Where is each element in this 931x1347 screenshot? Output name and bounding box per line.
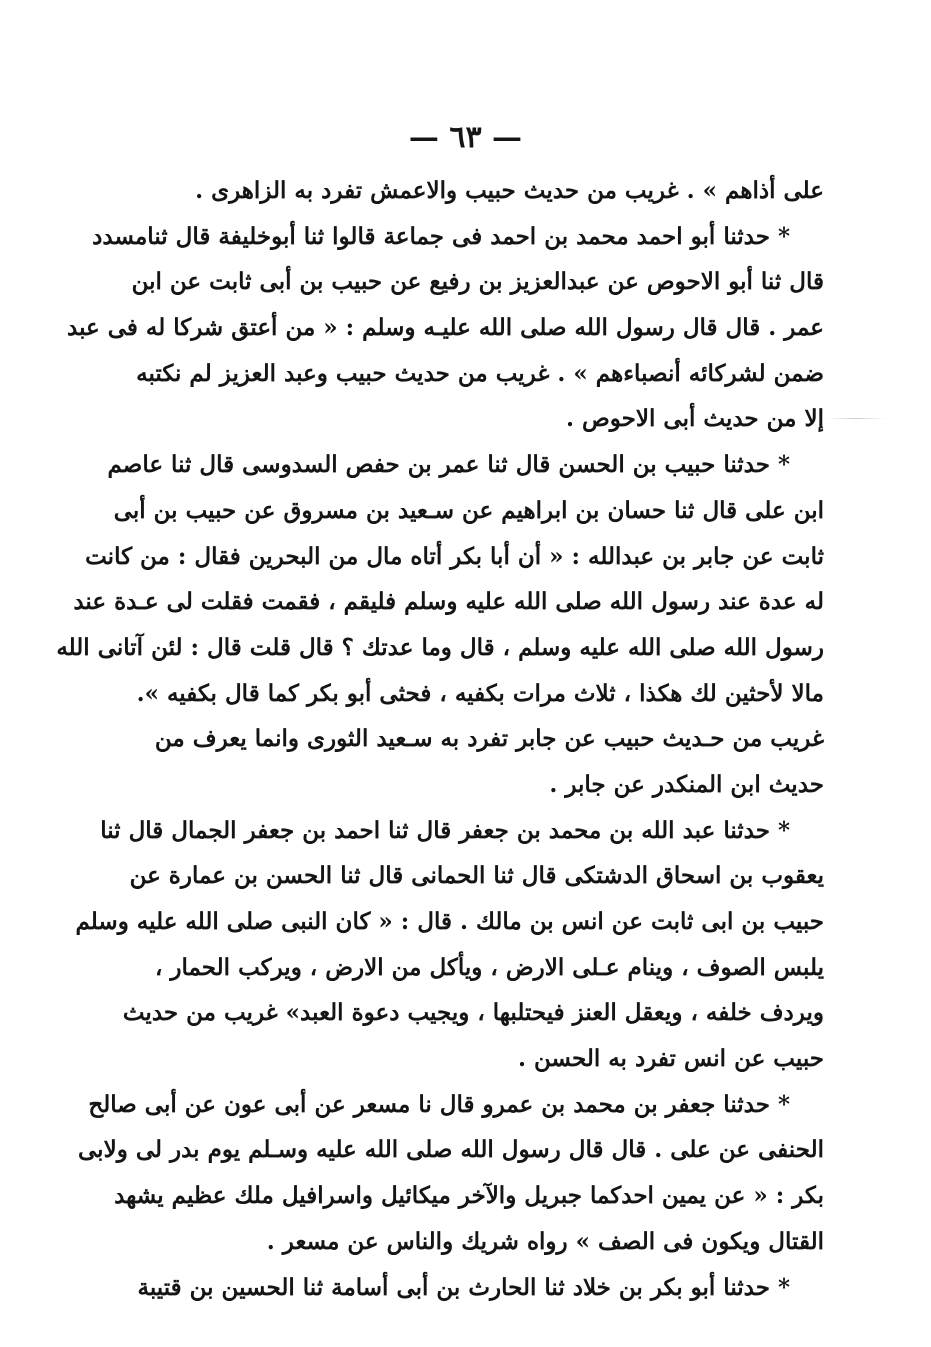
paragraph-start-line: * حدثنا جعفر بن محمد بن عمرو قال نا مسعر عن أبى عون عن أبى صالح xyxy=(88,1090,790,1118)
text-line: إلا من حديث أبى الاحوص . xyxy=(565,405,824,433)
page-number: — ٦٣ — xyxy=(408,120,523,155)
text-line: ويردف خلفه ، ويعقل العنز فيحتلبها ، ويجيب دعوة العبد» غريب من حديث xyxy=(122,999,824,1027)
text-line: قال ثنا أبو الاحوص عن عبدالعزيز بن رفيع عن حبيب بن أبى ثابت عن ابن xyxy=(131,268,824,296)
text-line: القتال ويكون فى الصف » رواه شريك والناس عن مسعر . xyxy=(266,1227,824,1255)
text-line: غريب من حـديث حبيب عن جابر تفرد به سـعيد الثورى وانما يعرف من xyxy=(154,725,824,753)
paragraph-start-line: * حدثنا حبيب بن الحسن قال ثنا عمر بن حفص السدوسى قال ثنا عاصم xyxy=(107,451,790,479)
paragraph-start-line: * حدثنا أبو احمد محمد بن احمد فى جماعة قالوا ثنا أبوخليفة قال ثنامسدد xyxy=(92,222,790,250)
text-line: حديث ابن المنكدر عن جابر . xyxy=(549,770,824,798)
body-text xyxy=(56,168,824,1310)
text-line: عمر . قال قال رسول الله صلى الله عليـه وسلم : « من أعتق شركا له فى عبد xyxy=(67,314,824,342)
text-line: له عدة عند رسول الله صلى الله عليه وسلم فليقم ، فقمت فقلت لى عـدة عند xyxy=(73,588,824,616)
paragraph-start-line: * حدثنا عبد الله بن محمد بن جعفر قال ثنا احمد بن جعفر الجمال قال ثنا xyxy=(100,816,790,844)
text-line: مالا لأحثين لك هكذا ، ثلاث مرات بكفيه ، فحثى أبو بكر كما قال بكفيه ». xyxy=(136,679,824,707)
text-line: حبيب عن انس تفرد به الحسن . xyxy=(517,1045,824,1073)
text-line: بكر : « عن يمين احدكما جبريل والآخر ميكائيل واسرافيل ملك عظيم يشهد xyxy=(114,1182,824,1210)
text-line: على أذاهم » . غريب من حديث حبيب والاعمش تفرد به الزاهرى . xyxy=(195,177,824,204)
text-line: الحنفى عن على . قال قال رسول الله صلى الله عليه وسـلم يوم بدر لى ولابى xyxy=(78,1136,824,1164)
paragraph-start-line: * حدثنا أبو بكر بن خلاد ثنا الحارث بن أبى أسامة ثنا الحسين بن قتيبة xyxy=(137,1273,790,1301)
text-line: ضمن لشركائه أنصباءهم » . غريب من حديث حبيب وعبد العزيز لم نكتبه xyxy=(136,359,824,387)
text-line: رسول الله صلى الله عليه وسلم ، قال وما عدتك ؟ قال قلت قال : لئن آتانى الله xyxy=(56,633,824,661)
scan-mark xyxy=(826,418,886,419)
text-line: يعقوب بن اسحاق الدشتكى قال ثنا الحمانى قال ثنا الحسن بن عمارة عن xyxy=(129,862,824,890)
text-line: ابن على قال ثنا حسان بن ابراهيم عن سـعيد بن مسروق عن حبيب بن أبى xyxy=(113,496,824,524)
text-line: حبيب بن ابى ثابت عن انس بن مالك . قال : « كان النبى صلى الله عليه وسلم xyxy=(75,908,824,935)
text-line: يلبس الصوف ، وينام عـلى الارض ، ويأكل من الارض ، ويركب الحمار ، xyxy=(154,953,824,981)
text-line: ثابت عن جابر بن عبدالله : « أن أبا بكر أتاه مال من البحرين فقال : من كانت xyxy=(85,542,824,570)
